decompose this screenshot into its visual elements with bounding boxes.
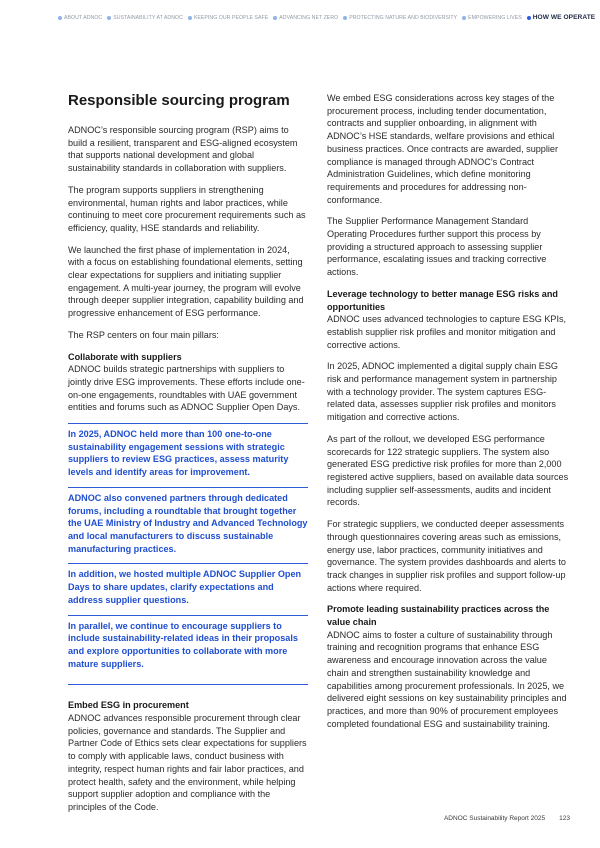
nav-label: ABOUT ADNOC (64, 14, 103, 21)
nav-label: SUSTAINABILITY AT ADNOC (113, 14, 183, 21)
nav-label: HOW WE OPERATE (532, 14, 596, 21)
nav-item-protecting-nature[interactable] (343, 15, 457, 21)
intro-paragraph: ADNOC’s responsible sourcing program (RSP) aims to build a resilient, transparent and ESG-aligned ecosystem that supports national development and global sustainability standards in collaboration with suppliers. (68, 125, 298, 174)
callout-open-days: In addition, we hosted multiple ADNOC Supplier Open Days to share updates, clarify expectations and address supplier questions. (68, 563, 308, 606)
collaborate-section (68, 351, 308, 415)
embed-section (68, 699, 308, 813)
nav-item-sustainability-at-adnoc[interactable] (107, 15, 183, 21)
nav-label: PROTECTING NATURE AND BIODIVERSITY (349, 14, 458, 21)
technology-section (327, 288, 569, 594)
technology-text-2: In 2025, ADNOC implemented a digital supply chain ESG risk and performance management system in partnership with a technology provider. The system captures ESG-related data, assesses supplier risk profiles and monitors mitigation and corrective actions. (327, 361, 559, 423)
performance-paragraph: The Supplier Performance Management Standard Operating Procedures further support this process by providing a structured approach to assessing supplier performance, escalating issues and tracking corrective actions. (327, 216, 547, 278)
technology-heading: Leverage technology to better manage ESG risks and opportunities (327, 288, 558, 312)
bullet-icon (343, 16, 347, 20)
report-title: ADNOC Sustainability Report 2025 (443, 815, 546, 822)
pillars-intro: The RSP centers on four main pillars: (68, 329, 219, 340)
page-title: Responsible sourcing program (68, 92, 290, 109)
right-column (327, 92, 569, 739)
bullet-icon (462, 16, 466, 20)
embed-heading: Embed ESG in procurement (68, 700, 189, 711)
promote-text: ADNOC aims to foster a culture of sustainability through training and recognition programs that enhance ESG awareness and encourage innovation across the value chain and strengthen sustainability knowledge and capabilities among procurement professionals. In 2025, we delivered eight sessions on key sustainability principles and practices, and more than 90% of procurement employees completed foundational ESG and sustainability training. (327, 629, 567, 729)
technology-text-4: For strategic suppliers, we conducted deeper assessments through questionnaires covering areas such as emissions, energy use, labor practices, community initiatives and governance. The system provides dashboards and alerts to track changes in supplier risk profiles and support follow-up actions where required. (327, 519, 566, 593)
collaborate-heading: Collaborate with suppliers (68, 351, 182, 362)
technology-text-3: As part of the rollout, we developed ESG performance scorecards for 122 strategic suppliers. The system also generated ESG predictive risk profiles for more than 2,000 registered active suppliers, based on available data sources including supplier self-assessments, audits and incident records. (327, 433, 569, 508)
nav-label: KEEPING OUR PEOPLE SAFE (193, 14, 269, 21)
bullet-icon (527, 16, 531, 20)
collaborate-text: ADNOC builds strategic partnerships with suppliers to jointly drive ESG improvements. These efforts include one-on-one engagements, roundtables with UAE government entities and forums such as ADNOC Supplier Open Days. (68, 364, 305, 413)
bullet-icon (188, 16, 192, 20)
nav-item-about-adnoc[interactable] (58, 15, 102, 21)
page-footer (444, 815, 570, 822)
technology-text-1: ADNOC uses advanced technologies to capture ESG KPIs, establish supplier risk profiles and monitor mitigation and corrective actions. (327, 314, 567, 350)
bullet-icon (58, 16, 62, 20)
implementation-paragraph: We launched the first phase of implementation in 2024, with a focus on establishing foundational elements, setting clear expectations for suppliers and initiating supplier engagement. A multi-year journey, the program will evolve through deeper supplier integration, capability building and progressive enhancement of ESG performance. (68, 244, 304, 319)
callout-supplier-ideas: In parallel, we continue to encourage suppliers to include sustainability-related ideas in their proposals and explore opportunities to collaborate with more mature suppliers. (68, 615, 308, 686)
callout-engagement-sessions: In 2025, ADNOC held more than 100 one-to-one sustainability engagement sessions with strategic suppliers to review ESG practices, assess maturity levels and identify areas for improvement. (68, 423, 308, 479)
promote-section (327, 603, 569, 730)
nav-item-keeping-our-people-safe[interactable] (188, 15, 268, 21)
program-paragraph: The program supports suppliers in strengthening environmental, human rights and labor practices, while continuing to meet core procurement requirements such as efficiency, quality, HSE standards and reliability. (68, 184, 306, 233)
callout-roundtable: ADNOC also convened partners through dedicated forums, including a roundtable that brought together the UAE Ministry of Industry and Advanced Technology and local manufacturers to discuss sustainable manufacturing practices. (68, 487, 308, 556)
section-navigation (58, 14, 596, 21)
nav-item-empowering-lives[interactable] (462, 15, 522, 21)
left-column (68, 92, 308, 823)
nav-item-advancing-net-zero[interactable] (273, 15, 338, 21)
nav-label: EMPOWERING LIVES (468, 14, 522, 21)
promote-heading: Promote leading sustainability practices across the value chain (327, 604, 550, 628)
bullet-icon (273, 16, 277, 20)
bullet-icon (107, 16, 111, 20)
page-number: 123 (559, 815, 570, 822)
embed-text: ADNOC advances responsible procurement through clear policies, governance and standards. The Supplier and Partner Code of Ethics sets clear expectations for suppliers to comply with applicable laws, conduct business with integrity, respect human rights and fair labor practices, and protect health, safety and the environment, while helping support supplier adoption and compliance with the principles of the Code. (68, 713, 307, 812)
procurement-paragraph: We embed ESG considerations across key stages of the procurement process, including tender documentation, contracts and supplier onboarding, in alignment with ADNOC’s HSE standards, welfare provisions and ethical business practices. Once contracts are awarded, supplier compliance is managed through ADNOC’s Contract Administration Guidelines, which define monitoring requirements and procedures for addressing non-conformance. (327, 93, 558, 205)
nav-label: ADVANCING NET ZERO (279, 14, 339, 21)
nav-item-how-we-operate[interactable] (527, 14, 595, 21)
